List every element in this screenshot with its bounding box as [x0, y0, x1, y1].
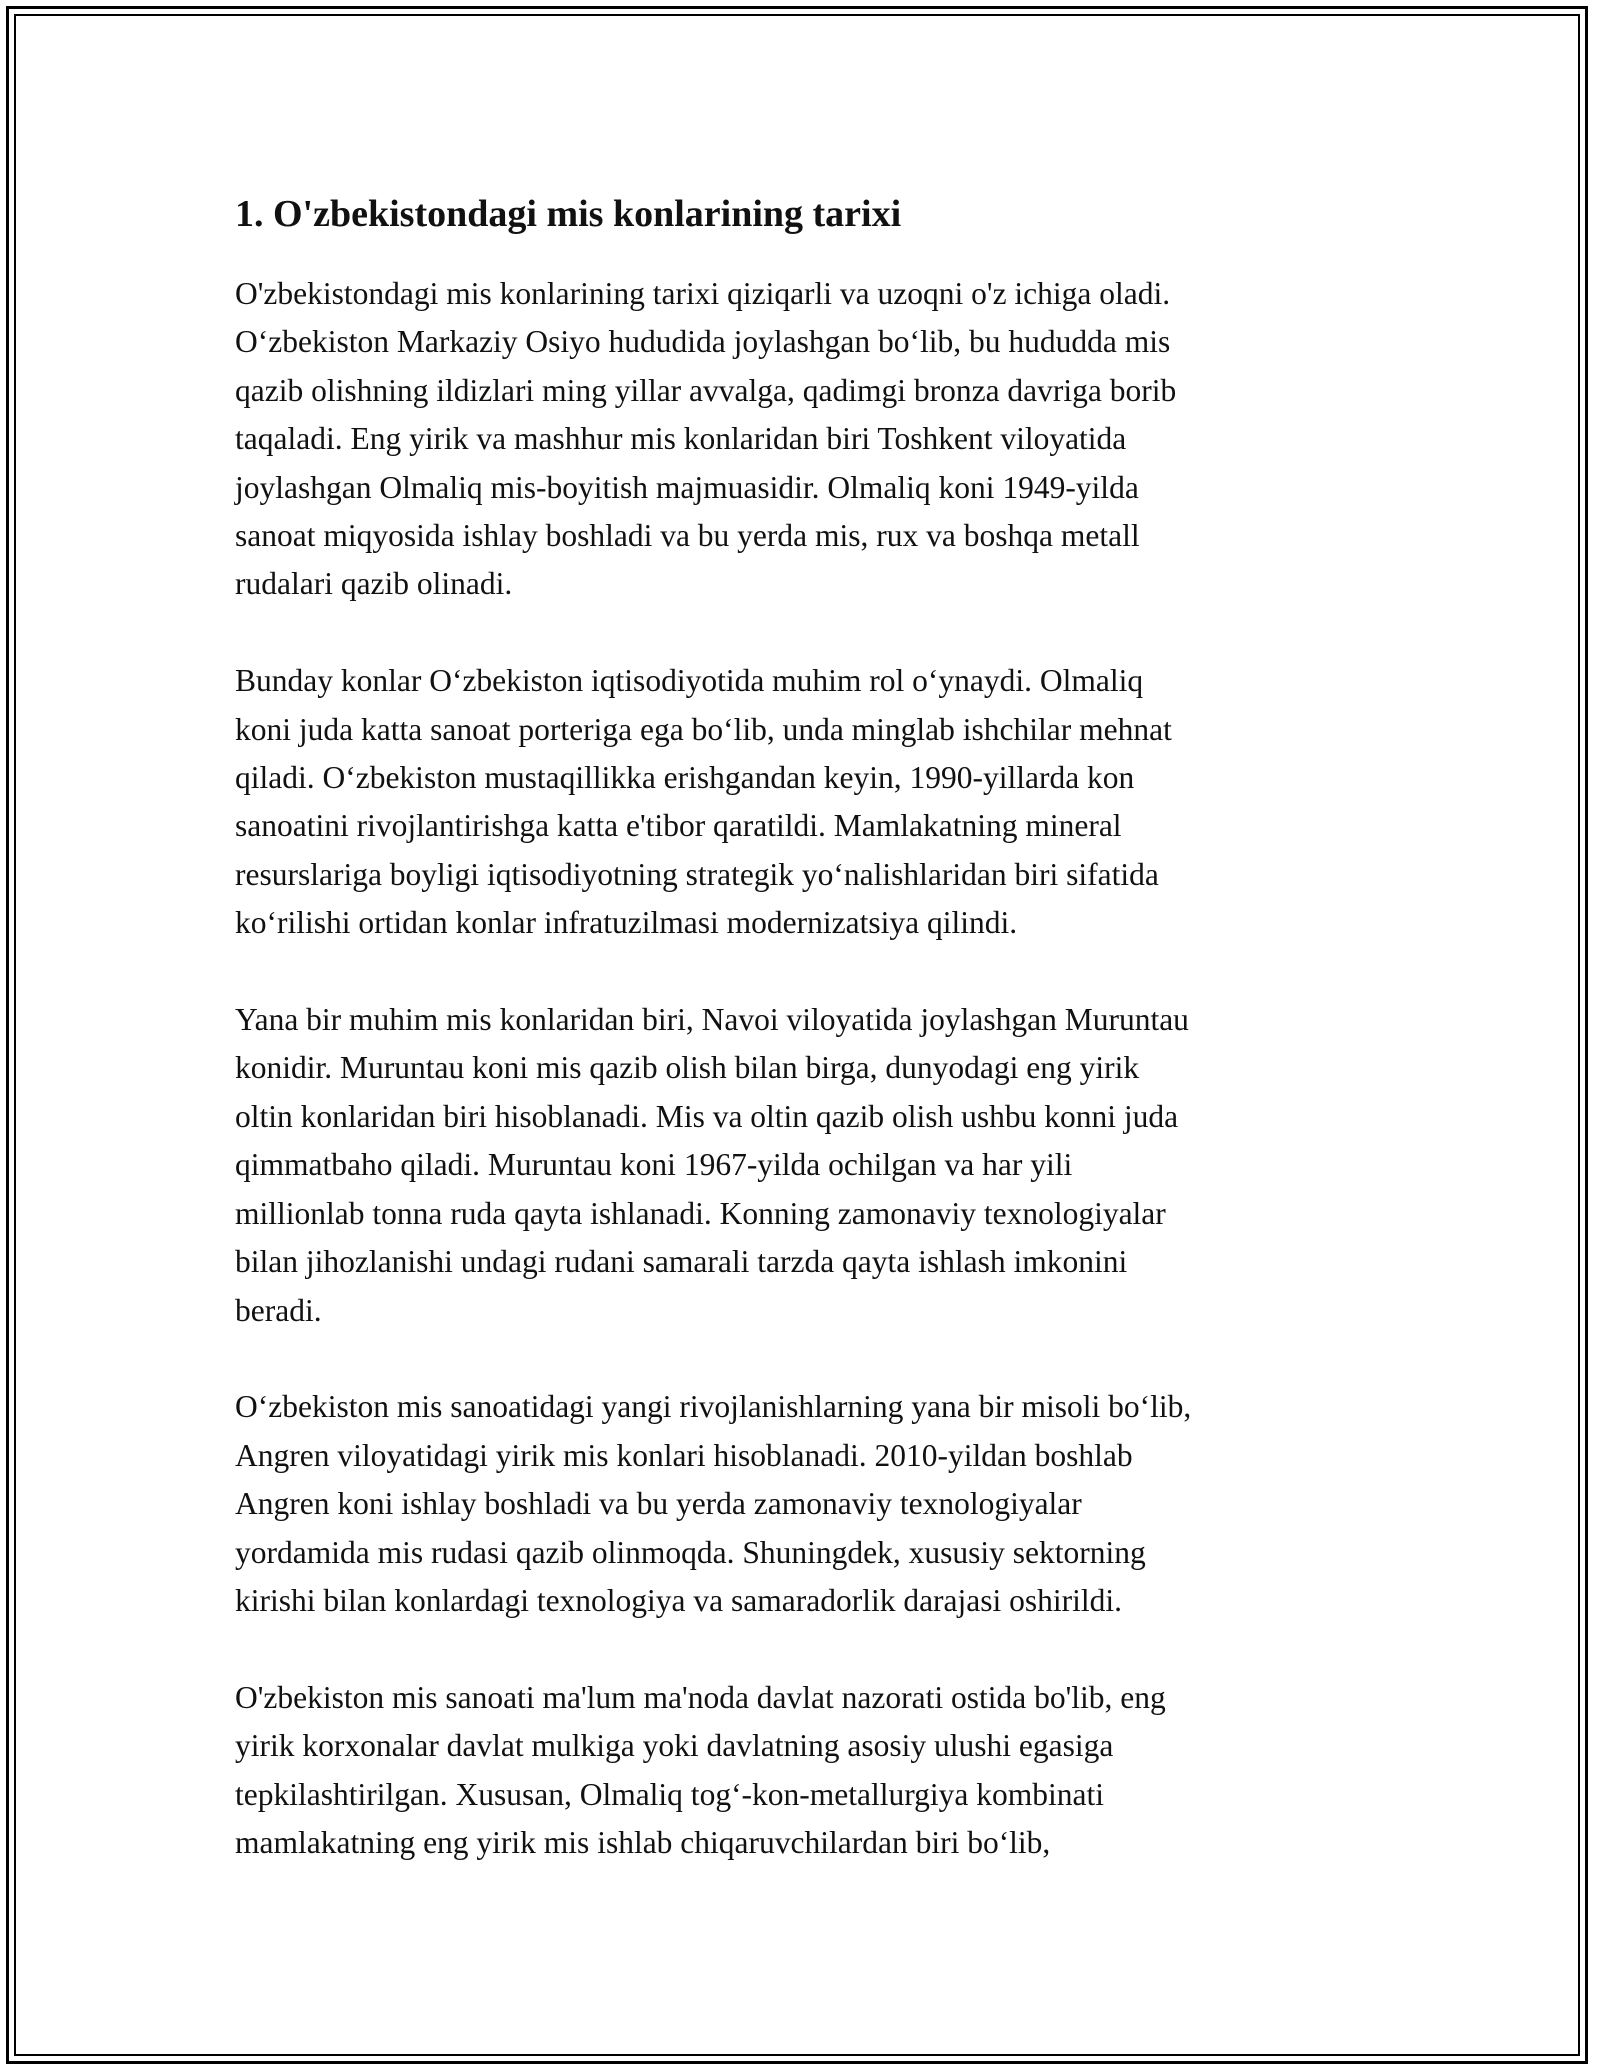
paragraph-2: Bunday konlar O‘zbekiston iqtisodiyotida muhim rol o‘ynaydi. Olmaliq koni juda katta sanoat porteriga ega bo‘lib, unda minglab ishchilar mehnat qiladi. O‘zbekiston mustaqillikka erishgandan keyin, 1990-yillarda kon sanoatini rivojlantirishga katta e'tibor qaratildi. Mamlakatning mineral resurslariga boyligi iqtisodiyotning strategik yo‘nalishlaridan biri sifatida ko‘rilishi ortidan konlar infratuzilmasi modernizatsiya qilindi.	[235, 663, 1172, 941]
section-heading: 1. O'zbekistondagi mis konlarining tarixi	[235, 193, 902, 235]
paragraph-5: O'zbekiston mis sanoati ma'lum ma'noda davlat nazorati ostida bo'lib, eng yirik korxonalar davlat mulkiga yoki davlatning asosiy ulushi egasiga tepkilashtirilgan. Xususan, Olmaliq tog‘-kon-metallurgiya kombinati mamlakatning eng yirik mis ishlab chiqaruvchilardan biri bo‘lib,	[235, 1679, 1166, 1860]
paragraph-1: O'zbekistondagi mis konlarining tarixi qiziqarli va uzoqni o'z ichiga oladi. O‘zbekiston Markaziy Osiyo hududida joylashgan bo‘lib, bu hududda mis qazib olishning ildizlari ming yillar avvalga, qadimgi bronza davriga borib taqaladi. Eng yirik va mashhur mis konlaridan biri Toshkent viloyatida joylashgan Olmaliq mis-boyitish majmuasidir. Olmaliq koni 1949-yilda sanoat miqyosida ishlay boshladi va bu yerda mis, rux va boshqa metall rudalari qazib olinadi.	[235, 276, 1177, 602]
paragraph-3: Yana bir muhim mis konlaridan biri, Navoi viloyatida joylashgan Muruntau konidir. Muruntau koni mis qazib olish bilan birga, dunyodagi eng yirik oltin konlaridan biri hisoblanadi. Mis va oltin qazib olish ushbu konni juda qimmatbaho qiladi. Muruntau koni 1967-yilda ochilgan va har yili millionlab tonna ruda qayta ishlanadi. Konning zamonaviy texnologiyalar bilan jihozlanishi undagi rudani samarali tarzda qayta ishlash imkonini beradi.	[235, 1002, 1189, 1328]
paragraph-4: O‘zbekiston mis sanoatidagi yangi rivojlanishlarning yana bir misoli bo‘lib, Angren viloyatidagi yirik mis konlari hisoblanadi. 2010-yildan boshlab Angren koni ishlay boshladi va bu yerda zamonaviy texnologiyalar yordamida mis rudasi qazib olinmoqda. Shuningdek, xususiy sektorning kirishi bilan konlardagi texnologiya va samaradorlik darajasi oshirildi.	[235, 1389, 1192, 1618]
document-body	[235, 186, 1355, 1916]
